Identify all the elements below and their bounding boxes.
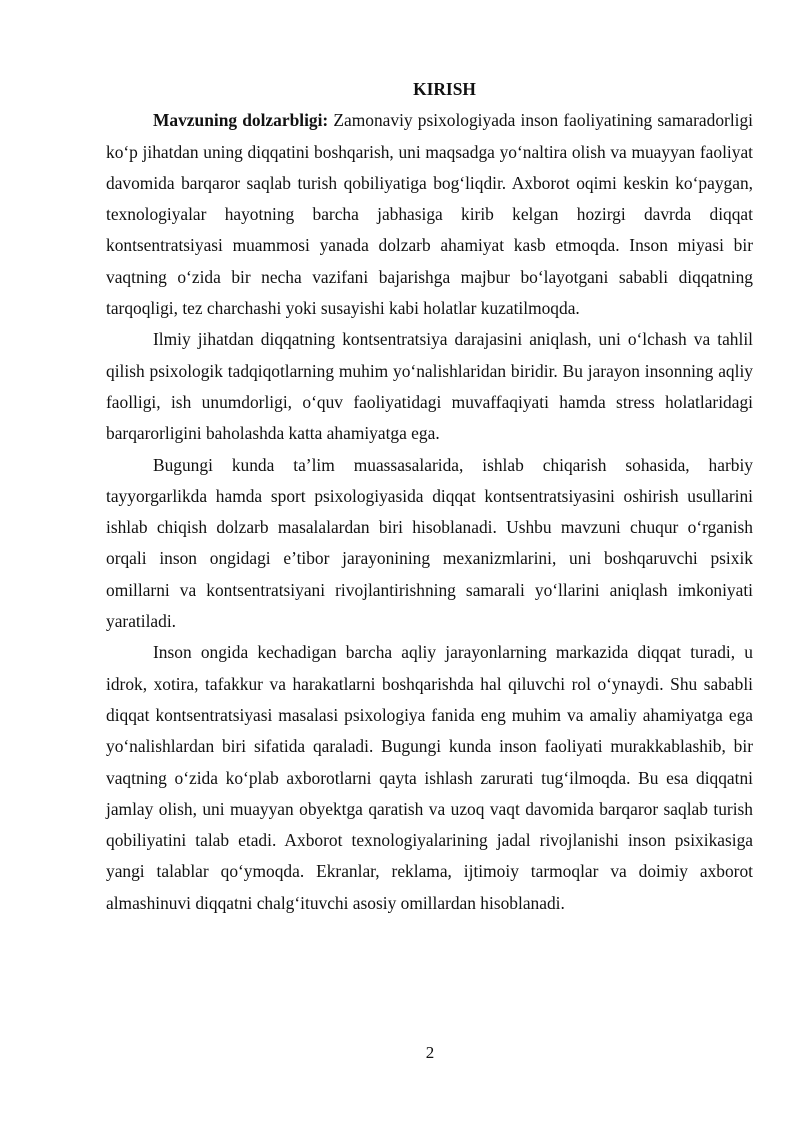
- section-heading: KIRISH: [413, 79, 476, 99]
- paragraph-lead: Mavzuning dolzarbligi:: [153, 110, 329, 131]
- paragraph-relevance: [106, 105, 753, 324]
- paragraph-attention: [106, 637, 753, 919]
- paragraph-text: Zamonaviy psixologiyada inson faoliyatining samaradorligi ko‘p jihatdan uning diqqatini boshqarish, uni maqsadga yo‘naltira olish va muayyan faoliyat davomida barqaror saqlab turish qobiliyatiga bog‘liqdir. Axborot oqimi keskin ko‘paygan, texnologiyalar hayotning barcha jabhasiga kirib kelgan hozirgi davrda diqqat kontsentratsiyasi muammosi yanada dolzarb ahamiyat kasb etmoqda. Inson miyasi bir vaqtning o‘zida bir necha vazifani bajarishga majbur bo‘layotgani sababli diqqatning tarqoqligi, tez charchashi yoki susayishi kabi holatlar kuzatilmoqda.: [106, 110, 754, 319]
- document-body: [106, 74, 753, 919]
- page-number: 2: [425, 1043, 435, 1062]
- paragraph-text: Inson ongida kechadigan barcha aqliy jarayonlarning markazida diqqat turadi, u idrok, xotira, tafakkur va harakatlarni boshqarishda hal qiluvchi rol o‘ynaydi. Shu sababli diqqat kontsentratsiyasi masalasi psixologiya fanida eng muhim va amaliy ahamiyatga ega yo‘nalishlardan biri sifatida qaraladi. Bugungi kunda inson faoliyati murakkablashib, bir vaqtning o‘zida ko‘plab axborotlarni qayta ishlash zarurati tug‘ilmoqda. Bu esa diqqatni jamlay olish, uni muayyan obyektga qaratish va uzoq vaqt davomida barqaror saqlab turish qobiliyatini talab etadi. Axborot texnologiyalarining jadal rivojlanishi inson psixikasiga yangi talablar qo‘ymoqda. Ekranlar, reklama, ijtimoiy tarmoqlar va doimiy axborot almashinuvi diqqatni chalg‘ituvchi asosiy omillardan hisoblanadi.: [106, 642, 753, 913]
- paragraph-text: Bugungi kunda ta’lim muassasalarida, ishlab chiqarish sohasida, harbiy tayyorgarlikda hamda sport psixologiyasida diqqat kontsentratsiyasini oshirish usullarini ishlab chiqish dolzarb masalalardan biri hisoblanadi. Ushbu mavzuni chuqur o‘rganish orqali inson ongidagi e’tibor jarayonining mexanizmlarini, uni boshqaruvchi psixik omillarni va kontsentratsiyani rivojlantirishning samarali yo‘llarini aniqlash imkoniyati yaratiladi.: [106, 454, 753, 632]
- paragraph-text: Ilmiy jihatdan diqqatning kontsentratsiya darajasini aniqlash, uni o‘lchash va tahlil qilish psixologik tadqiqotlarning muhim yo‘nalishlaridan biridir. Bu jarayon insonning aqliy faolligi, ish unumdorligi, o‘quv faoliyatidagi muvaffaqiyati hamda stress holatlaridagi barqarorligini baholashda katta ahamiyatga ega.: [106, 329, 753, 444]
- paragraph-scientific: [106, 324, 753, 449]
- paragraph-today: [106, 450, 753, 638]
